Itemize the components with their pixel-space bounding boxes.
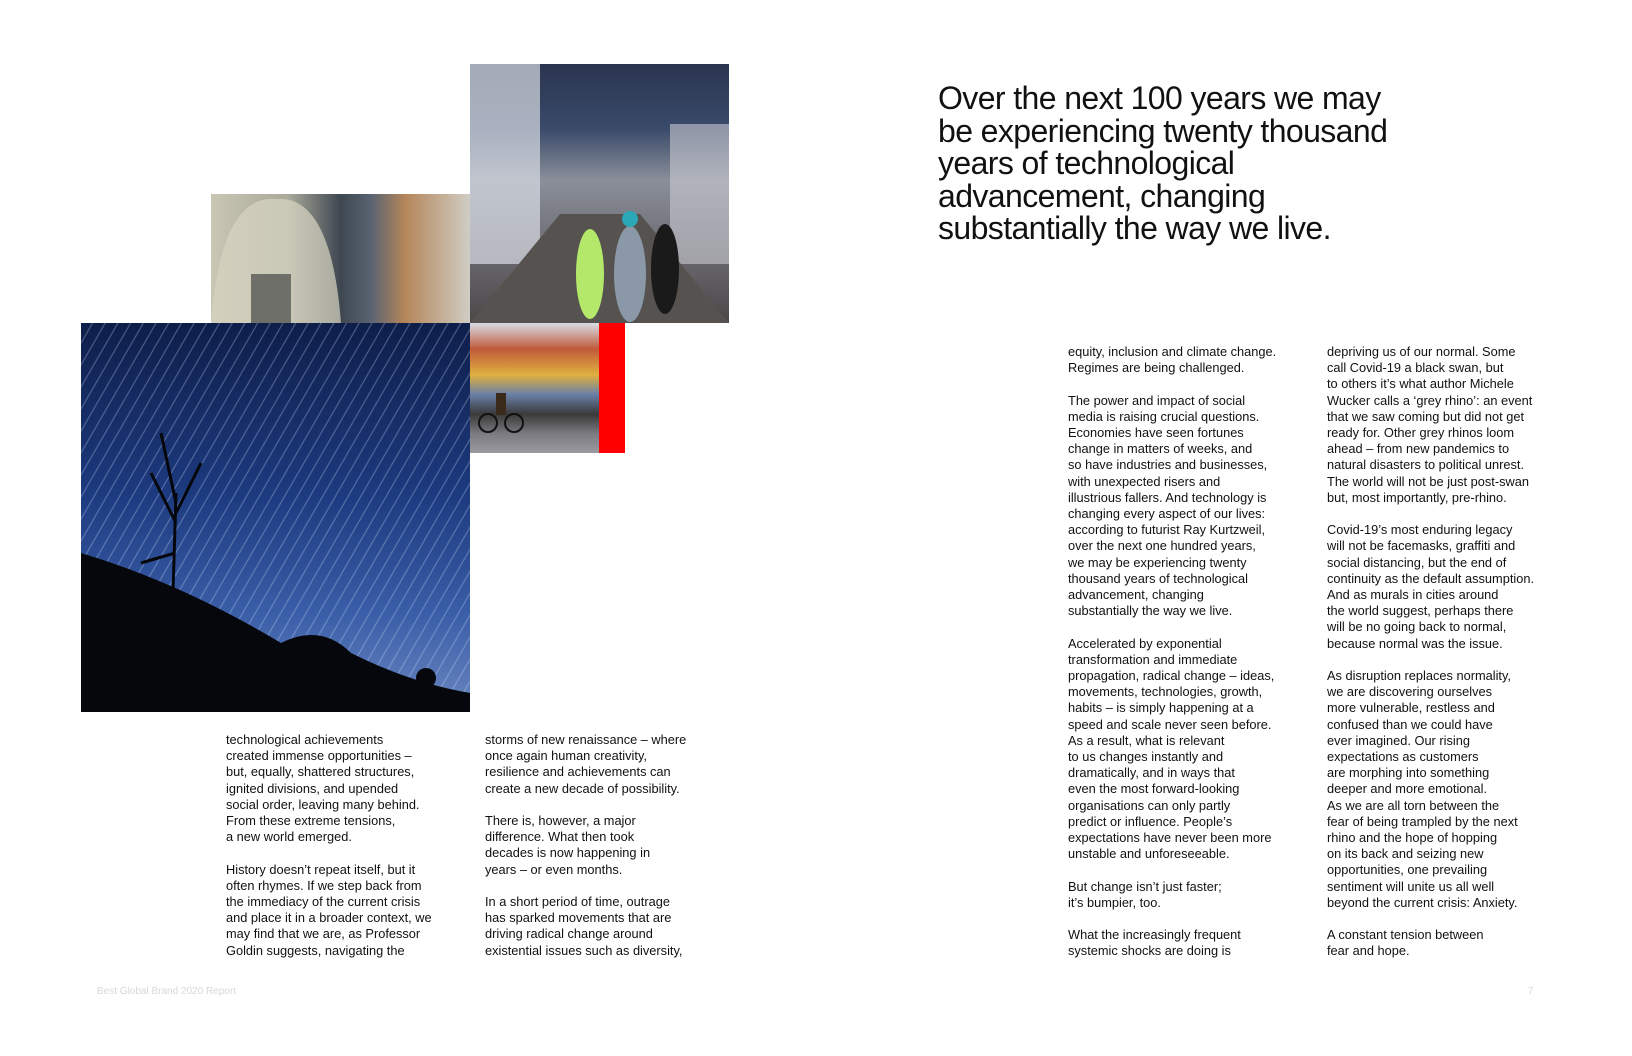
text-line: but, equally, shattered structures, xyxy=(226,764,415,780)
text-line: As disruption replaces normality, xyxy=(1327,668,1511,684)
paragraph xyxy=(1327,668,1557,911)
text-line: systemic shocks are doing is xyxy=(1068,943,1231,959)
text-line: Covid-19’s most enduring legacy xyxy=(1327,522,1513,538)
text-line: because normal was the issue. xyxy=(1327,635,1503,651)
text-line: What the increasingly frequent xyxy=(1068,927,1241,943)
paragraph xyxy=(485,894,715,959)
text-line: create a new decade of possibility. xyxy=(485,780,680,796)
text-line: unstable and unforeseeable. xyxy=(1068,846,1230,862)
text-line: storms of new renaissance – where xyxy=(485,732,687,747)
text-line: continuity as the default assumption. xyxy=(1327,570,1535,586)
text-line: to us changes instantly and xyxy=(1068,749,1224,765)
text-line: even the most forward-looking xyxy=(1068,781,1240,797)
text-line: change in matters of weeks, and xyxy=(1068,441,1253,457)
text-line: From these extreme tensions, xyxy=(226,813,396,829)
text-line: years – or even months. xyxy=(485,861,623,877)
text-line: organisations can only partly xyxy=(1068,797,1231,813)
city-street-photo xyxy=(470,64,729,323)
text-line: dramatically, and in ways that xyxy=(1068,765,1235,781)
text-line: fear of being trampled by the next xyxy=(1327,813,1518,829)
paragraph xyxy=(226,862,456,959)
text-line: we are discovering ourselves xyxy=(1327,684,1493,700)
text-line: ignited divisions, and upended xyxy=(226,780,399,796)
body-column-4 xyxy=(1327,344,1557,976)
text-line: confused than we could have xyxy=(1327,716,1493,732)
paragraph xyxy=(485,732,715,797)
page-number: 7 xyxy=(1528,986,1534,997)
text-line: once again human creativity, xyxy=(485,748,647,764)
text-line: depriving us of our normal. Some xyxy=(1327,344,1516,359)
text-line: may find that we are, as Professor xyxy=(226,926,421,942)
text-line: social distancing, but the end of xyxy=(1327,554,1507,570)
text-line: on its back and seizing new xyxy=(1327,846,1484,862)
text-line: ever imagined. Our rising xyxy=(1327,732,1470,748)
text-line: over the next one hundred years, xyxy=(1068,538,1256,554)
text-line: beyond the current crisis: Anxiety. xyxy=(1327,894,1518,910)
text-line: the immediacy of the current crisis xyxy=(226,894,421,910)
text-line: equity, inclusion and climate change. xyxy=(1068,344,1277,359)
footer-report-title: Best Global Brand 2020 Report xyxy=(97,986,236,997)
text-line: fear and hope. xyxy=(1327,943,1410,959)
text-line: Goldin suggests, navigating the xyxy=(226,942,405,958)
text-line: are morphing into something xyxy=(1327,765,1490,781)
text-line: As a result, what is relevant xyxy=(1068,732,1225,748)
text-line: will be no going back to normal, xyxy=(1327,619,1507,635)
text-line: speed and scale never seen before. xyxy=(1068,716,1272,732)
text-line: There is, however, a major xyxy=(485,813,636,828)
text-line: The power and impact of social xyxy=(1068,392,1246,408)
paragraph xyxy=(226,732,456,845)
text-line: has sparked movements that are xyxy=(485,910,672,926)
paragraph xyxy=(1068,927,1298,959)
text-line: But change isn’t just faster; xyxy=(1068,878,1222,894)
text-line: opportunities, one prevailing xyxy=(1327,862,1488,878)
paragraph xyxy=(485,813,715,878)
paragraph xyxy=(1327,927,1557,959)
text-line: transformation and immediate xyxy=(1068,651,1238,667)
paragraph xyxy=(1068,636,1298,863)
text-line: will not be facemasks, graffiti and xyxy=(1327,538,1516,554)
subway-escalator-photo xyxy=(211,194,470,323)
text-line: existential issues such as diversity, xyxy=(485,942,683,958)
text-line: Wucker calls a ‘grey rhino’: an event xyxy=(1327,392,1533,408)
text-line: habits – is simply happening at a xyxy=(1068,700,1254,716)
text-line: ahead – from new pandemics to xyxy=(1327,441,1510,457)
text-line: changing every aspect of our lives: xyxy=(1068,506,1266,522)
text-line: media is raising crucial questions. xyxy=(1068,408,1260,424)
text-line: movements, technologies, growth, xyxy=(1068,684,1263,700)
text-line: often rhymes. If we step back from xyxy=(226,877,422,893)
text-line: so have industries and businesses, xyxy=(1068,457,1268,473)
text-line: As we are all torn between the xyxy=(1327,797,1500,813)
text-line: History doesn’t repeat itself, but it xyxy=(226,861,416,877)
text-line: rhino and the hope of hopping xyxy=(1327,830,1498,846)
star-trails-photo xyxy=(81,323,470,712)
text-line: driving radical change around xyxy=(485,926,653,942)
accent-red-block xyxy=(599,323,625,453)
text-line: expectations as customers xyxy=(1327,749,1479,765)
text-line: sentiment will unite us all well xyxy=(1327,878,1495,894)
text-line: And as murals in cities around xyxy=(1327,587,1499,603)
text-line: that we saw coming but did not get xyxy=(1327,408,1525,424)
text-line: predict or influence. People’s xyxy=(1068,813,1233,829)
text-line: propagation, radical change – ideas, xyxy=(1068,668,1275,684)
text-line: the world suggest, perhaps there xyxy=(1327,603,1514,619)
text-line: technological achievements xyxy=(226,732,384,747)
text-line: call Covid-19 a black swan, but xyxy=(1327,360,1504,376)
text-line: decades is now happening in xyxy=(485,845,651,861)
paragraph xyxy=(1068,344,1298,376)
body-column-3 xyxy=(1068,344,1298,976)
text-line: it’s bumpier, too. xyxy=(1068,894,1161,910)
text-line: ready for. Other grey rhinos loom xyxy=(1327,425,1515,441)
text-line: advancement, changing xyxy=(1068,587,1204,603)
text-line: with unexpected risers and xyxy=(1068,473,1221,489)
text-line: The world will not be just post-swan xyxy=(1327,473,1529,489)
text-line: Accelerated by exponential xyxy=(1068,635,1222,651)
text-line: and place it in a broader context, we xyxy=(226,910,432,926)
text-line: resilience and achievements can xyxy=(485,764,671,780)
text-line: substantially the way we live. xyxy=(1068,603,1233,619)
text-line: created immense opportunities – xyxy=(226,748,412,764)
text-line: In a short period of time, outrage xyxy=(485,894,670,909)
body-column-1 xyxy=(226,732,456,975)
text-line: deeper and more emotional. xyxy=(1327,781,1488,797)
text-line: but, most importantly, pre-rhino. xyxy=(1327,489,1507,505)
paragraph xyxy=(1068,879,1298,911)
text-line: A constant tension between xyxy=(1327,927,1484,943)
paragraph xyxy=(1068,393,1298,620)
text-line: Economies have seen fortunes xyxy=(1068,425,1244,440)
body-column-2 xyxy=(485,732,715,975)
text-line: difference. What then took xyxy=(485,829,635,845)
text-line: to others it’s what author Michele xyxy=(1327,376,1514,392)
text-line: social order, leaving many behind. xyxy=(226,796,420,812)
paragraph xyxy=(1327,344,1557,506)
text-line: we may be experiencing twenty xyxy=(1068,554,1247,570)
paragraph xyxy=(1327,522,1557,652)
copenhagen-cyclist-photo xyxy=(470,323,599,453)
text-line: natural disasters to political unrest. xyxy=(1327,457,1525,473)
text-line: a new world emerged. xyxy=(226,829,352,845)
headline-quote: Over the next 100 years we may be experiencing twenty thousand years of technological advancement, changing substantially the way we live. xyxy=(938,80,1388,246)
text-line: more vulnerable, restless and xyxy=(1327,700,1495,716)
text-line: expectations have never been more xyxy=(1068,830,1272,846)
text-line: illustrious fallers. And technology is xyxy=(1068,489,1267,505)
text-line: according to futurist Ray Kurtzweil, xyxy=(1068,522,1266,538)
text-line: thousand years of technological xyxy=(1068,570,1248,586)
text-line: Regimes are being challenged. xyxy=(1068,360,1245,376)
